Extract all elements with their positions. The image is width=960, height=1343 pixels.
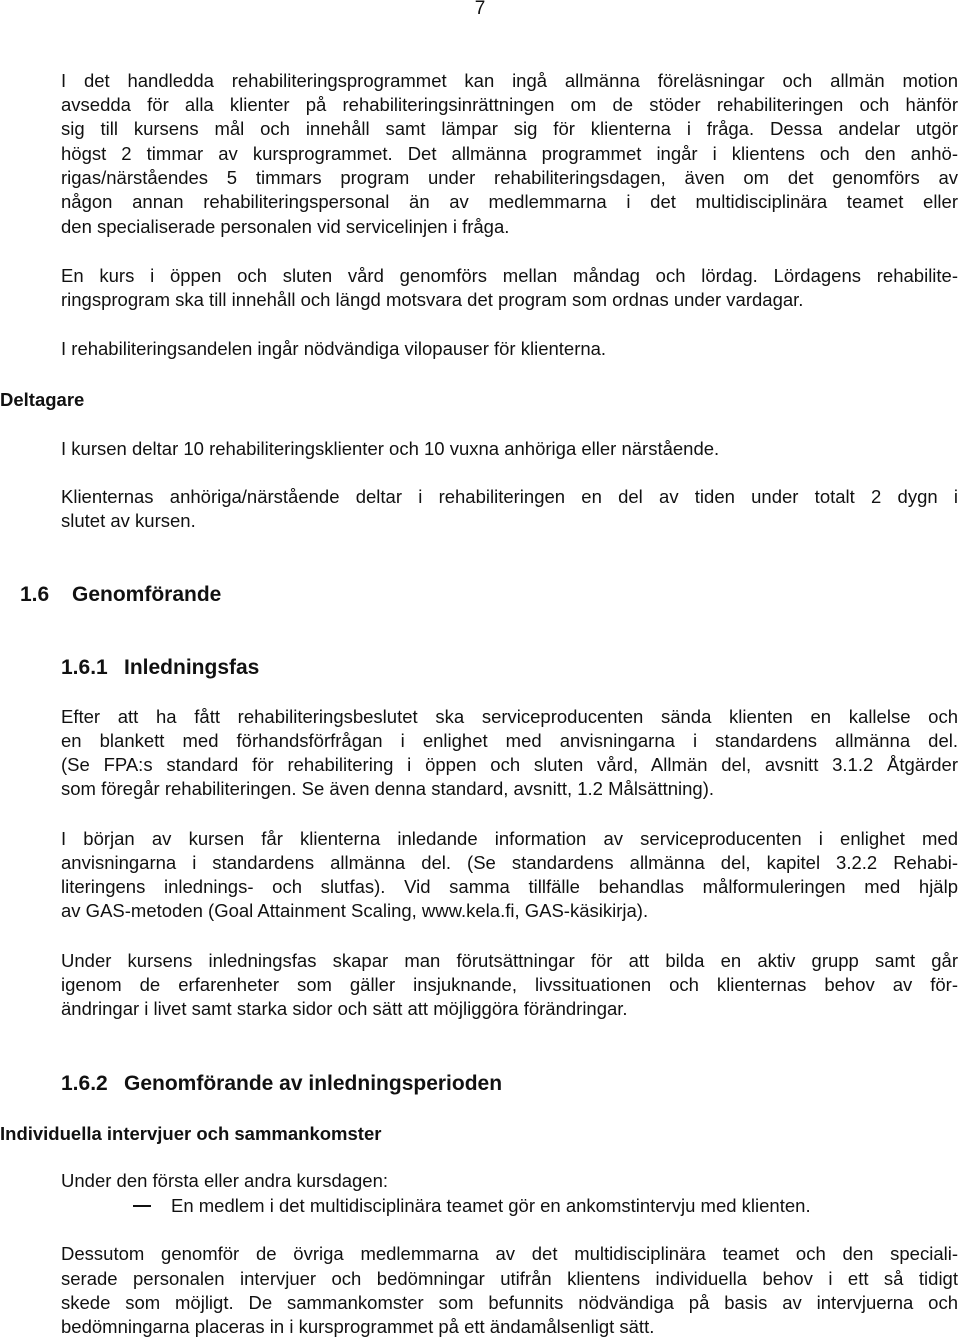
text-line: en blankett med förhandsförfrågan i enlighet med anvisningarna i standardens allmänna del. (61, 730, 958, 751)
text-line: bedömningarna placeras in i kursprogrammet på ett ändamålsenligt sätt. (61, 1316, 655, 1337)
text-line: slutet av kursen. (61, 510, 196, 531)
text-line: ändringar i livet samt starka sidor och sätt att möjliggöra förändringar. (61, 998, 628, 1019)
paragraph-rest-breaks: I rehabiliteringsandelen ingår nödvändiga vilopauser för klienterna. (61, 338, 607, 359)
text-line: igenom de erfarenheter som gäller insjuknande, livssituationen och klienternas behov av för- (61, 974, 958, 995)
margin-label-participants: Deltagare (0, 389, 85, 410)
text-line: En kurs i öppen och sluten vård genomförs mellan måndag och lördag. Lördagens rehabilite- (61, 265, 958, 286)
text-line: anvisningarna i standardens allmänna del. (Se standardens allmänna del, kapitel 3.2.2 Rehabi- (61, 852, 958, 873)
text-line: högst 2 timmar av kursprogrammet. Det allmänna programmet ingår i klientens och den anhö- (61, 143, 958, 164)
text-line: Under kursens inledningsfas skapar man förutsättningar för att bilda en aktiv grupp samt går (61, 950, 958, 971)
paragraph-first-days: Under den första eller andra kursdagen: (61, 1170, 389, 1191)
list-item-text: En medlem i det multidisciplinära teamet gör en ankomstintervju med klienten. (171, 1195, 811, 1216)
text-line: ringsprogram ska till innehåll och längd motsvara det program som ordnas under vardagar. (61, 289, 804, 310)
text-line: Klienternas anhöriga/närstående deltar i rehabiliteringen en del av tiden under totalt 2 dygn i (61, 486, 958, 507)
text-line: I det handledda rehabiliteringsprogrammet kan ingå allmänna föreläsningar och allmän motion (61, 70, 958, 91)
subsection-heading-number: 1.6.1 (61, 656, 108, 679)
text-line: någon annan rehabiliteringspersonal än av medlemmarna i det multidisciplinära teamet eller (61, 191, 958, 212)
text-line: avsedda för alla klienter på rehabiliteringsinrättningen om de stöder rehabiliteringen och hänför (61, 94, 958, 115)
text-line: sig till kursens mål och innehåll samt lämpar sig för klienterna i fråga. Dessa andelar utgör (61, 118, 958, 139)
text-line: den specialiserade personalen vid servicelinjen i fråga. (61, 216, 510, 237)
section-heading-number: 1.6 (20, 583, 50, 606)
section-heading-title: Genomförande (72, 583, 222, 606)
text-line: rigas/närståendes 5 timmars program under rehabiliteringsdagen, även om det genomförs av (61, 167, 958, 188)
dash-bullet-icon (133, 1205, 151, 1207)
subsection-heading-title: Inledningsfas (124, 656, 260, 679)
text-line: av GAS-metoden (Goal Attainment Scaling, www.kela.fi, GAS-käsikirja). (61, 900, 649, 921)
subsection-heading-title: Genomförande av inledningsperioden (124, 1072, 503, 1095)
text-line: literingens inlednings- och slutfas). Vid samma tillfälle behandlas målformuleringen med hjälp (61, 876, 958, 897)
subsection-heading-number: 1.6.2 (61, 1072, 108, 1095)
paragraph-participants: I kursen deltar 10 rehabiliteringsklienter och 10 vuxna anhöriga eller närstående. (61, 438, 720, 459)
text-line: Dessutom genomför de övriga medlemmarna av det multidisciplinära teamet och den speciali- (61, 1243, 958, 1264)
subheading-interviews: Individuella intervjuer och sammankomster (0, 1123, 382, 1144)
text-line: I början av kursen får klienterna inledande information av serviceproducenten i enlighet med (61, 828, 958, 849)
text-line: (Se FPA:s standard för rehabilitering i öppen och sluten vård, Allmän del, avsnitt 3.1.2 Åtgärder (61, 754, 958, 775)
page-number: 7 (474, 0, 486, 19)
text-line: serade personalen intervjuer och bedömningar utifrån klientens individuella behov i ett så tidigt (61, 1268, 958, 1289)
text-line: som föregår rehabiliteringen. Se även denna standard, avsnitt, 1.2 Målsättning). (61, 778, 715, 799)
text-line: skede som möjligt. De sammankomster som befunnits nödvändiga på basis av intervjuerna och (61, 1292, 958, 1313)
text-line: Efter att ha fått rehabiliteringsbeslutet ska serviceproducenten sända klienten en kallelse och (61, 706, 958, 727)
